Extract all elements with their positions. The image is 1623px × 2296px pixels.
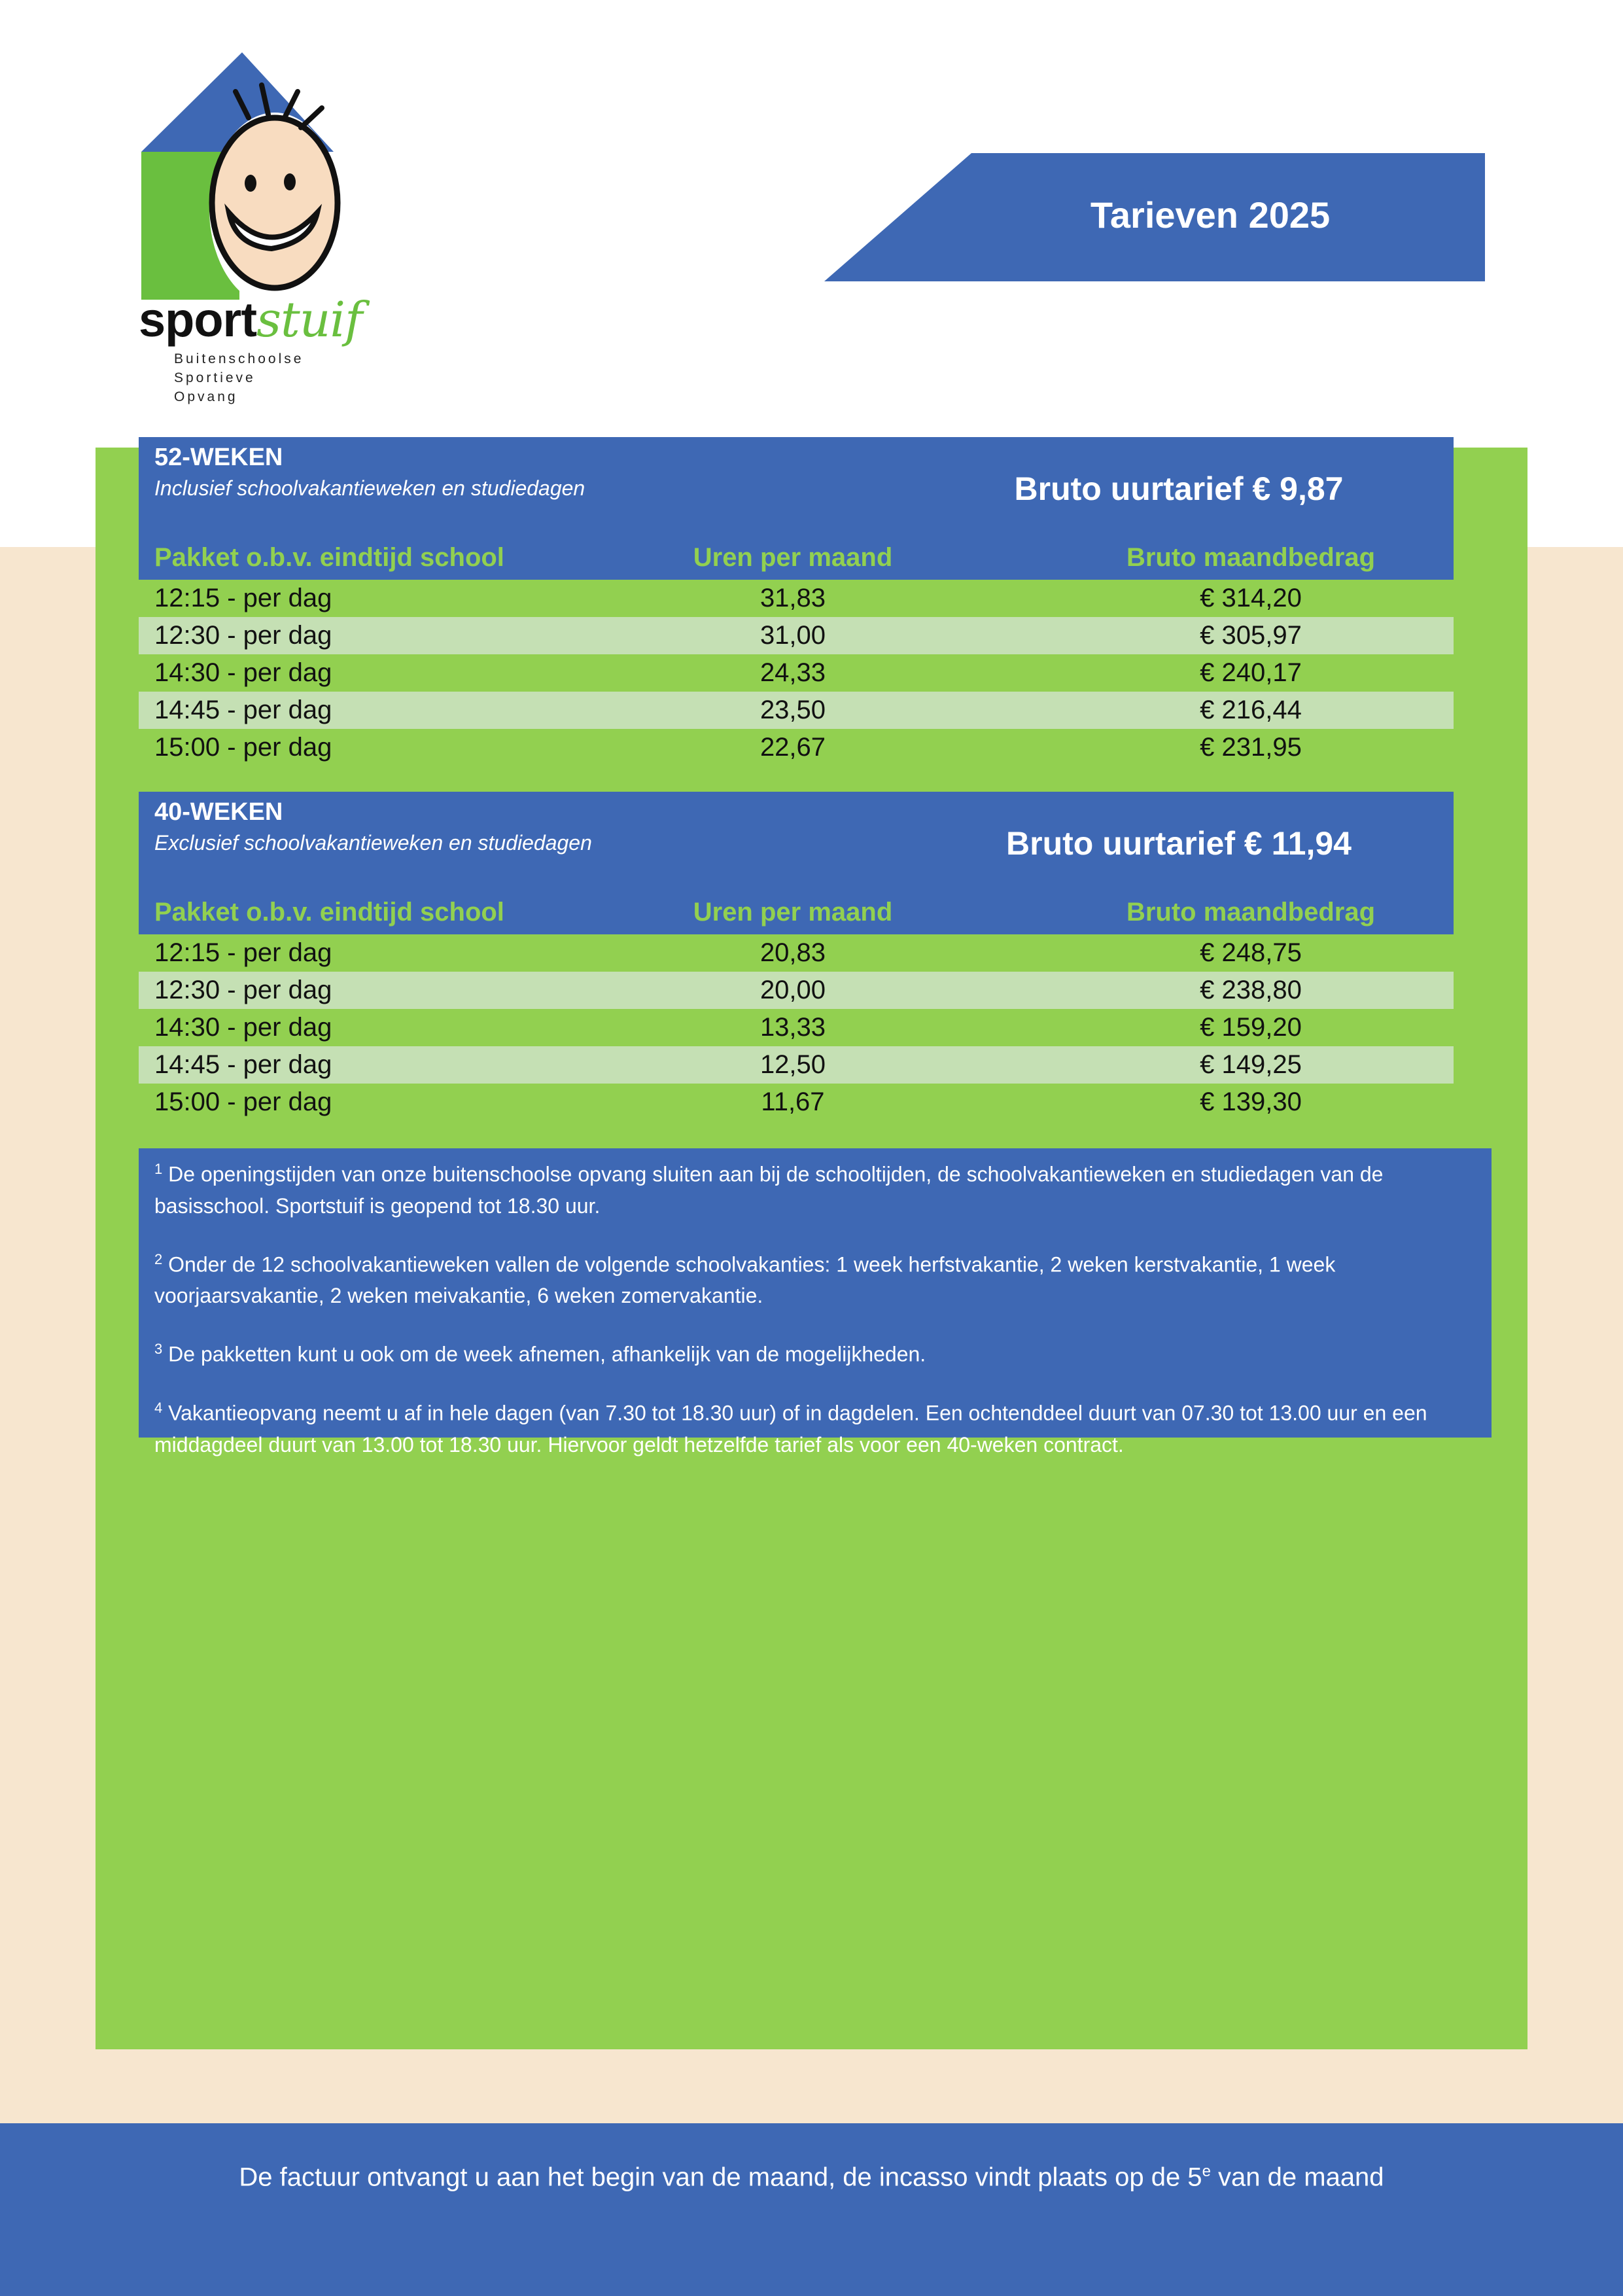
table-row: 14:45 - per dag 12,50 € 149,25 — [139, 1046, 1454, 1084]
table-row: 12:30 - per dag 31,00 € 305,97 — [139, 617, 1454, 654]
column-header-hours: Uren per maand — [693, 898, 893, 927]
section-40-weken — [139, 792, 1454, 1121]
footnote: $^2$ Onder de 12 schoolvakantieweken vallen de volgende schoolvakanties: 1 week herfstvakantie, 2 weken kerstvakantie, 1 week voorjaarsvakantie, 2 weken meivakantie, 6 weken zomervakantie. — [154, 1250, 1336, 1308]
hourly-rate: Bruto uurtarief € 11,94 — [1006, 825, 1352, 862]
section-description: Exclusief schoolvakantieweken en studiedagen — [154, 831, 592, 855]
section-header — [139, 792, 1454, 934]
footnotes-box — [139, 1148, 1492, 1457]
hourly-rate: Bruto uurtarief € 9,87 — [1014, 470, 1344, 507]
column-header-amount: Bruto maandbedrag — [1126, 543, 1376, 572]
table-row: 12:15 - per dag 20,83 € 248,75 — [154, 938, 1302, 967]
footnote: $^4$ Vakantieopvang neemt u af in hele dagen (van 7.30 tot 18.30 uur) of in dagdelen. Een ochtenddeel duurt van 07.30 tot 13.00 uur en een middagdeel duurt van 13.00 tot 18.30 uur. Hiervoor geldt hetzelfde tarief als voor een 40-weken contract. — [154, 1399, 1427, 1457]
section-52-weken — [139, 437, 1454, 766]
table-row: 15:00 - per dag 11,67 € 139,30 — [154, 1087, 1302, 1116]
column-header-package: Pakket o.b.v. eindtijd school — [154, 543, 504, 572]
table-row: 12:30 - per dag 20,00 € 238,80 — [139, 972, 1454, 1009]
footer-text: De factuur ontvangt u aan het begin van de maand, de incasso vindt plaats op de 5e van de maand — [239, 2163, 1384, 2192]
section-header — [139, 437, 1454, 580]
column-header-amount: Bruto maandbedrag — [1126, 898, 1376, 927]
table-row: 14:30 - per dag 13,33 € 159,20 — [154, 1013, 1302, 1042]
logo-wordmark: sportstuif — [139, 292, 362, 348]
table-row: 12:15 - per dag 31,83 € 314,20 — [154, 584, 1302, 612]
column-header-hours: Uren per maand — [693, 543, 893, 572]
footnote: $^1$ De openingstijden van onze buitenschoolse opvang sluiten aan bij de schooltijden, de schoolvakantieweken en studiedagen van de basisschool. Sportstuif is geopend tot 18.30 uur. — [154, 1161, 1384, 1218]
table-row: 15:00 - per dag 22,67 € 231,95 — [154, 733, 1302, 762]
section-description: Inclusief schoolvakantieweken en studiedagen — [154, 476, 585, 500]
table-row: 14:45 - per dag 23,50 € 216,44 — [139, 692, 1454, 729]
logo-subtitle: Buitenschoolse Sportieve Opvang — [174, 351, 304, 404]
table-row: 14:30 - per dag 24,33 € 240,17 — [154, 658, 1302, 687]
page-title: Tarieven 2025 — [1090, 194, 1331, 236]
footer-bar — [0, 2123, 1623, 2296]
section-name: 40-WEKEN — [154, 798, 283, 826]
section-name: 52-WEKEN — [154, 444, 283, 471]
footnote: $^3$ De pakketten kunt u ook om de week afnemen, afhankelijk van de mogelijkheden. — [154, 1341, 926, 1366]
column-header-package: Pakket o.b.v. eindtijd school — [154, 898, 504, 927]
